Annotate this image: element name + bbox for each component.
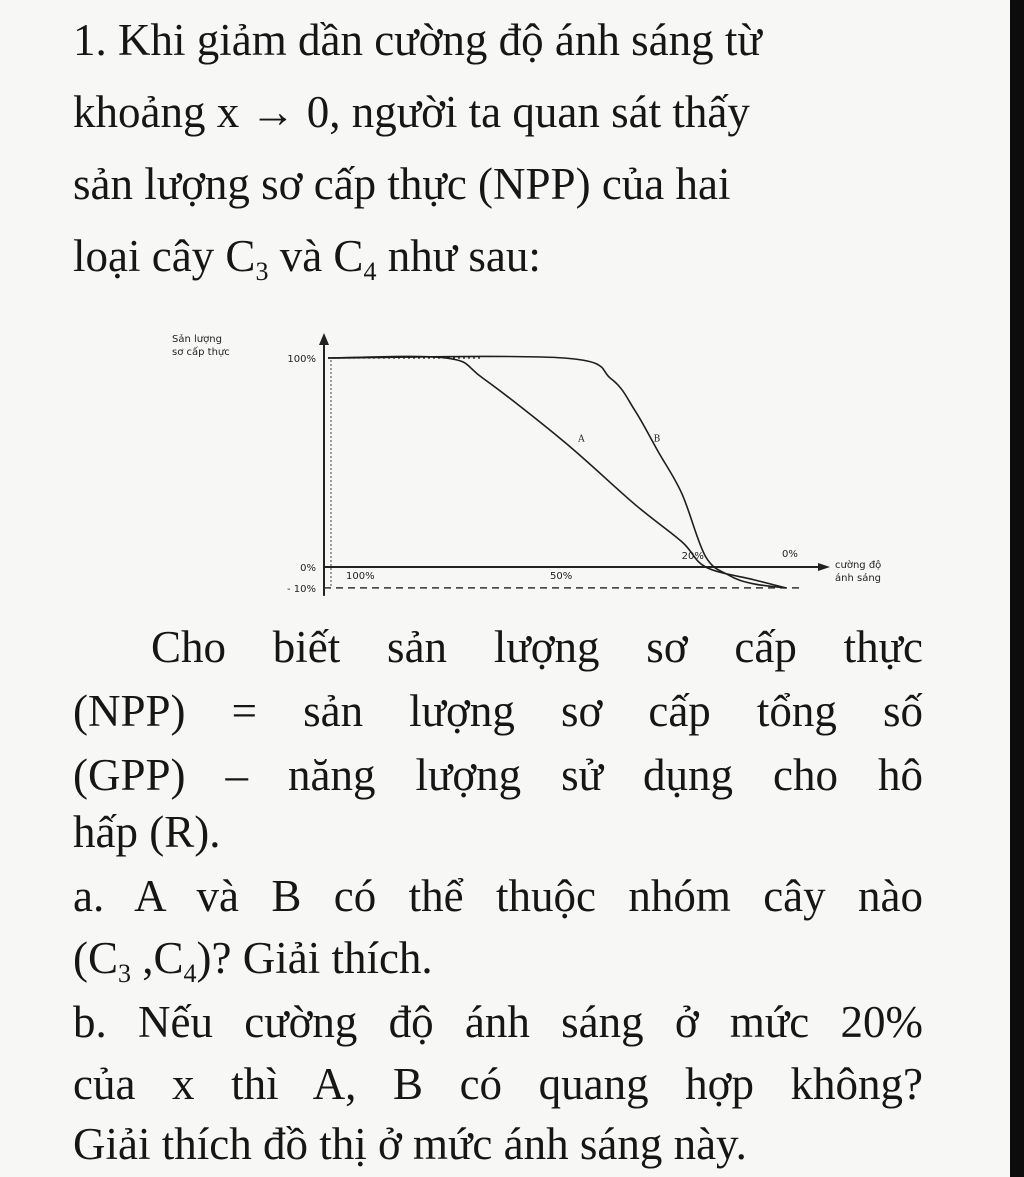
x-axis-label-line-1: cường độ [835, 560, 882, 571]
y-axis-label-line-2: sơ cấp thực [172, 347, 230, 358]
y-tick-label-minus-10: - 10% [286, 583, 316, 595]
npp-definition-line-4: hấp (R). [73, 807, 221, 857]
x-axis-label-line-2: ánh sáng [835, 573, 882, 584]
question-b-line-2: của x thì A, B có quang hợp không? [73, 1059, 923, 1109]
x-tick-label-0: 0% [782, 549, 798, 560]
question-a-line-2: ($C_3$ $,C_4$)? Giải thích. [73, 933, 433, 988]
x-tick-label-50: 50% [550, 571, 573, 582]
question-text [73, 4, 933, 292]
x-tick-label-20: 20% [681, 551, 704, 562]
series-b-line [328, 356, 786, 587]
npp-definition-line-3: (GPP) – năng lượng sử dụng cho hô [73, 750, 923, 800]
x-axis-arrow [818, 563, 830, 571]
question-line-4: loại cây $C_3$ và $C_4$ như sau: [73, 231, 541, 286]
x-tick-label-100: 100% [346, 571, 375, 582]
photo-dark-edge [1010, 0, 1024, 1177]
series-b-label: B [653, 434, 661, 445]
question-b-line-3: Giải thích đồ thị ở mức ánh sáng này. [73, 1119, 747, 1169]
question-line-1: 1. Khi giảm dần cường độ ánh sáng từ [73, 15, 762, 65]
npp-chart [172, 325, 960, 615]
y-tick-label-100: 100% [287, 354, 316, 365]
y-axis-arrow [319, 333, 329, 345]
question-b-line-1: b. Nếu cường độ ánh sáng ở mức 20% [73, 997, 923, 1047]
y-tick-label-0: 0% [300, 563, 316, 574]
question-line-3: sản lượng sơ cấp thực (NPP) của hai [73, 159, 731, 209]
question-line-2: khoảng x → 0, người ta quan sát thấy [73, 87, 750, 137]
npp-definition-line-1: Cho biết sản lượng sơ cấp thực [151, 622, 923, 672]
y-axis-label-line-1: Sản lượng [172, 334, 222, 345]
npp-chart-svg [172, 325, 960, 615]
npp-definition-line-2: (NPP) = sản lượng sơ cấp tổng số [73, 686, 923, 736]
series-a-line [328, 356, 786, 587]
question-a-line-1: a. A và B có thể thuộc nhóm cây nào [73, 871, 923, 921]
series-a-label: A [578, 434, 585, 445]
